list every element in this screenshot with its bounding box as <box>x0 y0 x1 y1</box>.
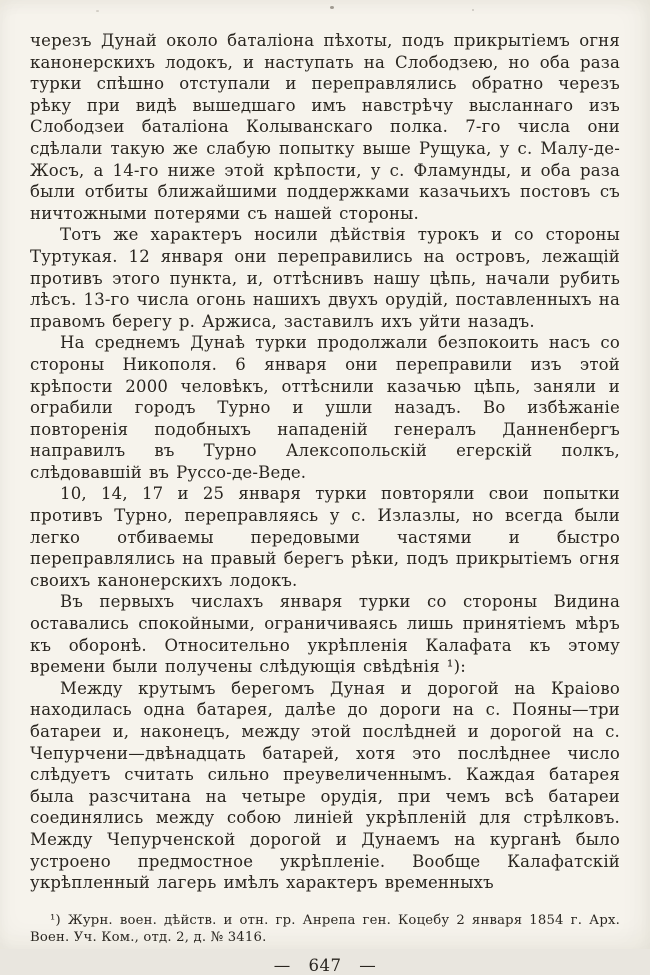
paragraph-kalafat: Между крутымъ берегомъ Дуная и дорогой на Краіово находилась одна батарея, далѣе до дороги на с. Пояны—три батареи и, наконецъ, между этой послѣдней и дорогой на с. Чепурчени—двѣнадцать батарей, хотя это послѣднее число слѣдуетъ считать сильно преувеличеннымъ. Каждая батарея была разсчитана на четыре орудія, при чемъ всѣ батареи соединялись между собою линіей укрѣпленій для стрѣлковъ. Между Чепурченской дорогой и Дунаемъ на курганѣ было устроено предмостное укрѣпленіе. Вообще Калафатскій укрѣпленный лагерь имѣлъ характеръ временныхъ <box>30 678 620 893</box>
paragraph-nikopol: На среднемъ Дунаѣ турки продолжали безпокоить насъ со стороны Никополя. 6 января они переправили изъ этой крѣпости 2000 человѣкъ, оттѣснили казачью цѣпь, заняли и ограбили городъ Турно и ушли назадъ. Во избѣжаніе повторенія подобныхъ нападеній генералъ Данненбергъ направилъ въ Турно Алексопольскій егерскій полкъ, слѣдовавшій въ Руссо-де-Веде. <box>30 333 620 482</box>
page-text <box>30 30 620 894</box>
paragraph-turno-attempts: 10, 14, 17 и 25 января турки повторяли свои попытки противъ Турно, переправляясь у с. Излазлы, но всегда были легко отбиваемы передовыми частями и быстро переправлялись на правый берегъ рѣки, подъ прикрытіемъ огня своихъ канонерскихъ лодокъ. <box>30 484 620 590</box>
page-number: — 647 — <box>273 955 377 975</box>
scan-artifact <box>96 10 99 12</box>
scan-artifact <box>472 9 474 11</box>
scan-artifact <box>330 6 334 9</box>
paragraph-continuation: черезъ Дунай около баталіона пѣхоты, подъ прикрытіемъ огня канонерскихъ лодокъ, и наступать на Слободзею, но оба раза турки спѣшно отступали и переправлялись обратно черезъ рѣку при видѣ вышедшаго имъ навстрѣчу высланнаго изъ Слободзеи баталіона Колыванскаго полка. 7-го числа они сдѣлали такую же слабую попытку выше Рущука, у с. Малу-де-Жосъ, а 14-го ниже этой крѣпости, у с. Фламунды, и оба раза были отбиты ближайшими поддержками казачьихъ постовъ съ ничтожными потерями съ нашей стороны. <box>30 31 620 223</box>
footnote: ¹) Журн. воен. дѣйств. и отн. гр. Анрепа ген. Коцебу 2 января 1854 г. Арх. Воен. Уч. Ком., отд. 2, д. № 3416. <box>30 912 620 946</box>
paragraph-vidin: Въ первыхъ числахъ января турки со стороны Видина оставались спокойными, ограничиваясь лишь принятіемъ мѣръ къ оборонѣ. Относительно укрѣпленія Калафата къ этому времени были получены слѣдующія свѣдѣнія ¹): <box>30 592 620 677</box>
paragraph-turtukay: Тотъ же характеръ носили дѣйствія турокъ и со стороны Туртукая. 12 января они переправились на островъ, лежащій противъ этого пункта, и, оттѣснивъ нашу цѣпь, начали рубить лѣсъ. 13-го числа огонь нашихъ двухъ орудій, поставленныхъ на правомъ берегу р. Аржиса, заставилъ ихъ уйти назадъ. <box>30 225 620 331</box>
